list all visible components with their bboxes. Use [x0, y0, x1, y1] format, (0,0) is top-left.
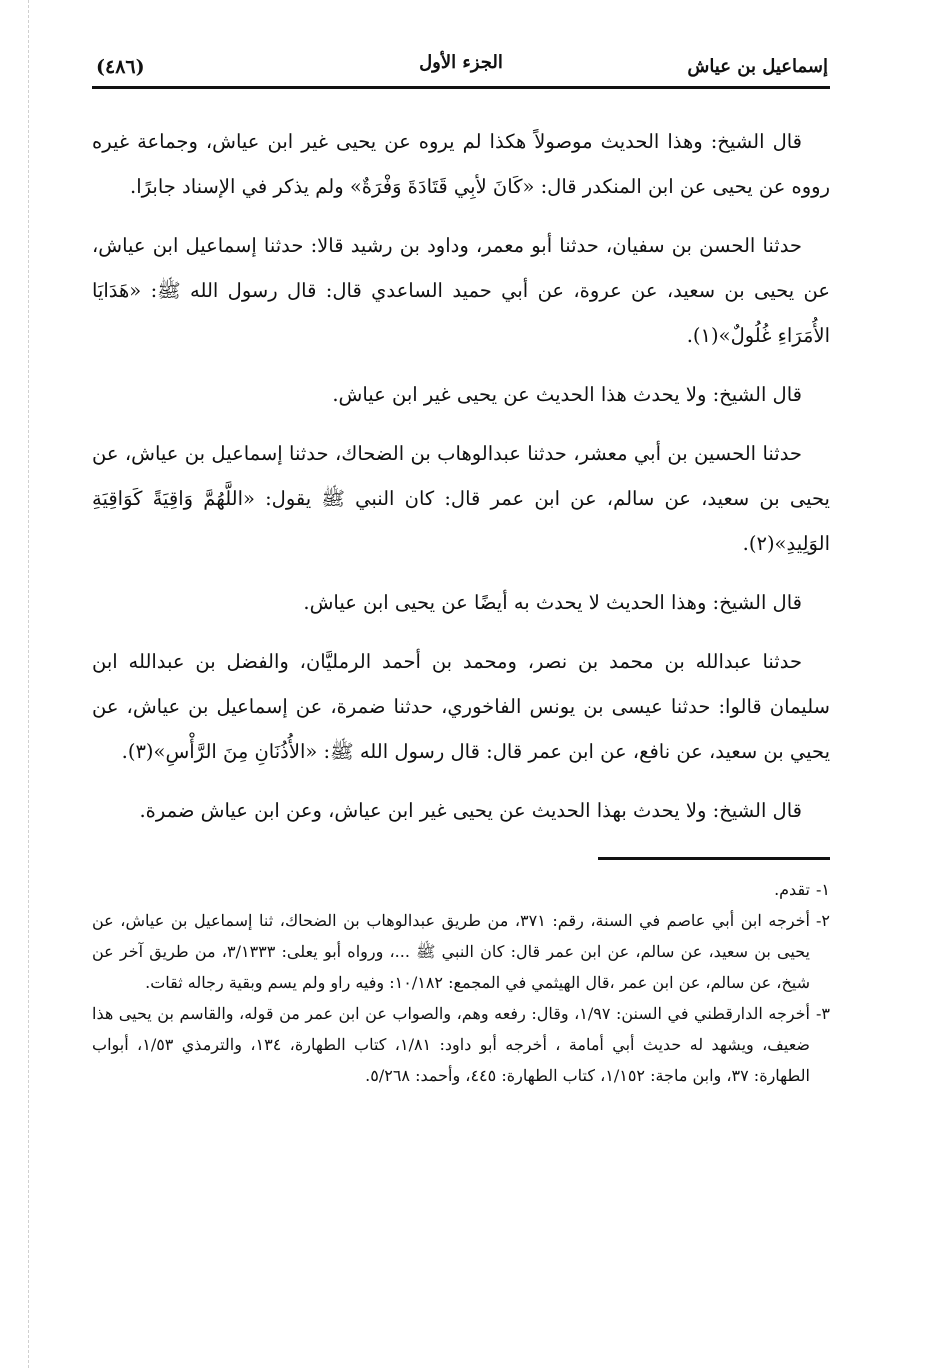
- footnote: [92, 905, 830, 998]
- footnote: [92, 874, 830, 905]
- page-header: [92, 48, 830, 89]
- running-title: إسماعيل بن عياش: [687, 56, 828, 77]
- footnote-number: ١-: [816, 880, 830, 899]
- footnote-text: أخرجه الدارقطني في السنن: ١/٩٧، وقال: رفعه وهم، والصواب عن ابن عمر من قوله، والقاسم بن يحيى هذا ضعيف، ويشهد له حديث أبي أمامة ، أخرجه أبو داود: ١/٨١، كتاب الطهارة، ١٣٤، والترمذي ١/٥٣، أبواب الطهارة: ٣٧، وابن ماجة: ١/١٥٢، كتاب الطهارة: ٤٤٥، وأحمد: ٥/٢٦٨.: [92, 1004, 811, 1085]
- main-text: [92, 119, 830, 833]
- paragraph: حدثنا الحسين بن أبي معشر، حدثنا عبدالوهاب بن الضحاك، حدثنا إسماعيل بن عياش، عن يحيى بن سعيد، عن سالم، عن ابن عمر قال: كان النبي ﷺ يقول: «اللَّهُمَّ وَاقِيَةً كَوَاقِيَةِ الوَلِيدِ»(٢).: [92, 442, 830, 555]
- footnote-text: أخرجه ابن أبي عاصم في السنة، رقم: ٣٧١، من طريق عبدالوهاب بن الضحاك، ثنا إسماعيل بن عياش، عن يحيى بن سعيد، عن سالم، عن ابن عمر قال: كان النبي ﷺ ...، ورواه أبو يعلى: ٣/١٣٣٣، من طريق آخر عن شيخ، عن سالم، عن ابن عمر ،قال الهيثمي في المجمع: ١٠/١٨٢: وفيه راو ولم يسم وبقية رجاله ثقات.: [92, 911, 810, 992]
- footnote-text: تقدم.: [774, 880, 810, 899]
- footnote-number: ٢-: [816, 911, 830, 930]
- footnote-number: ٣-: [816, 1004, 830, 1023]
- part-title: الجزء الأول: [419, 52, 503, 73]
- paragraph: حدثنا الحسن بن سفيان، حدثنا أبو معمر، وداود بن رشيد قالا: حدثنا إسماعيل ابن عياش، عن يحيى بن سعيد، عن عروة، عن أبي حميد الساعدي قال: قال رسول الله ﷺ: «هَدَايَا الأُمَرَاءِ غُلُولٌ»(١).: [92, 234, 830, 347]
- page-number: (٤٨٦): [96, 56, 145, 78]
- paragraph: حدثنا عبدالله بن محمد بن نصر، ومحمد بن أحمد الرمليَّان، والفضل بن عبدالله ابن سليمان قالوا: حدثنا عيسى بن يونس الفاخوري، حدثنا ضمرة، عن إسماعيل بن عياش، عن يحيي بن سعيد، عن نافع، عن ابن عمر قال: قال رسول الله ﷺ: «الأُذُنَانِ مِنَ الرَّأْسِ»(٣).: [92, 650, 830, 763]
- footnote: [92, 998, 830, 1091]
- footnotes: [92, 874, 830, 1091]
- paragraph: قال الشيخ: وهذا الحديث لا يحدث به أيضًا عن يحيى ابن عياش.: [303, 591, 802, 614]
- paragraph: قال الشيخ: وهذا الحديث موصولاً هكذا لم يروه عن يحيى غير ابن عياش، وجماعة غيره رووه عن يحيى عن ابن المنكدر قال: «كَانَ لأبِي قَتَادَةَ وَفْرَةٌ» ولم يذكر في الإسناد جابرًا.: [92, 130, 830, 198]
- book-page: [92, 48, 830, 1091]
- paragraph: قال الشيخ: ولا يحدث هذا الحديث عن يحيى غير ابن عياش.: [332, 383, 802, 406]
- paragraph: قال الشيخ: ولا يحدث بهذا الحديث عن يحيى غير ابن عياش، وعن ابن عياش ضمرة.: [139, 799, 802, 822]
- scan-edge-line: [28, 0, 29, 1368]
- footnote-separator: [598, 857, 830, 860]
